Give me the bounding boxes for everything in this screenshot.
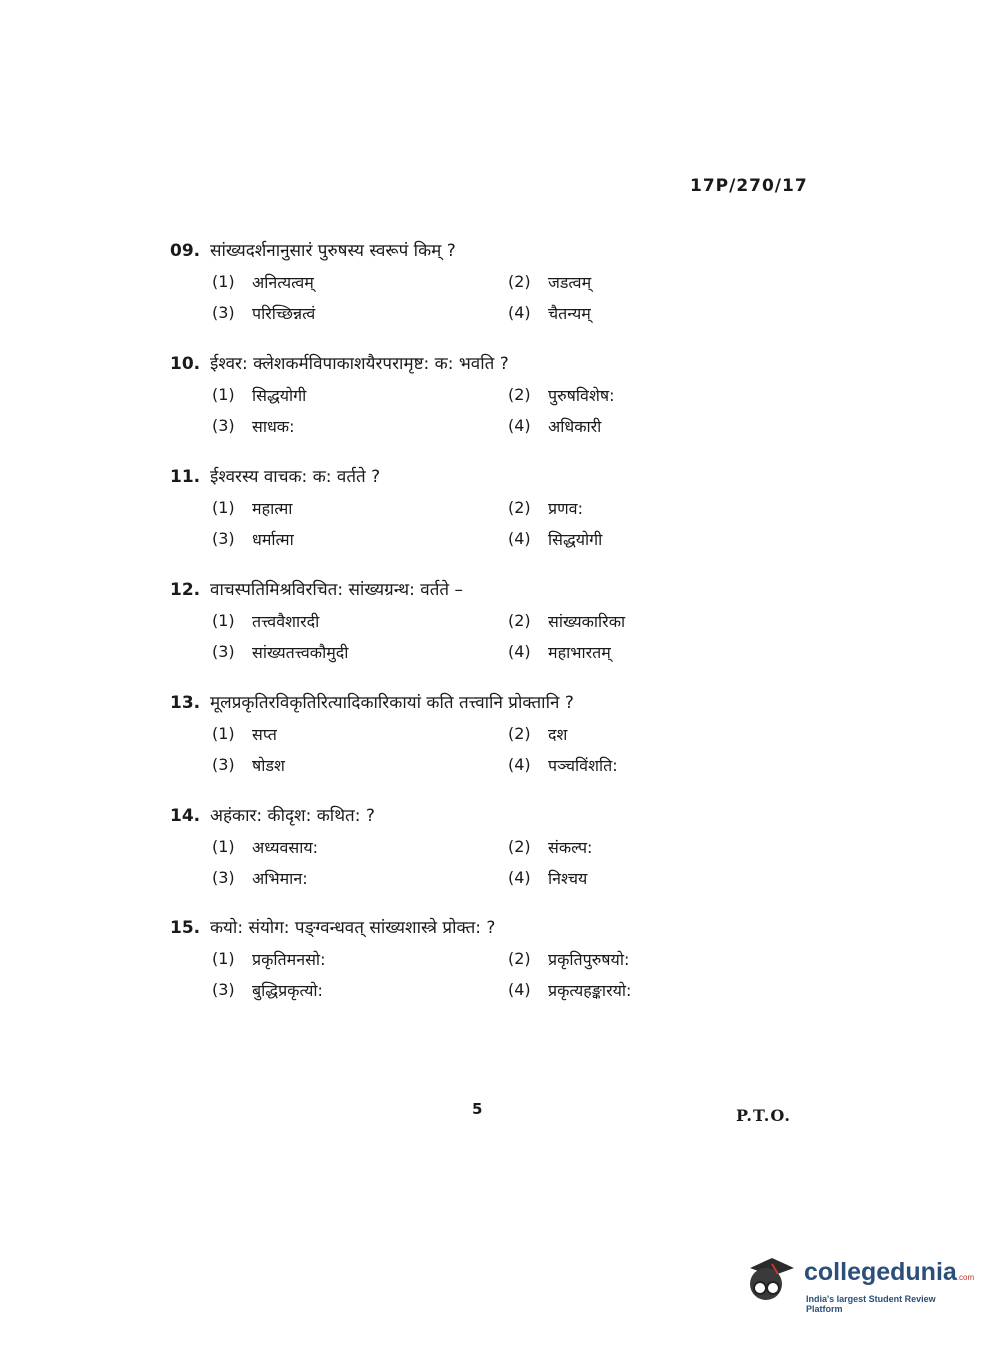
question-line: [170, 690, 730, 718]
option-text: तत्त्ववैशारदी: [252, 611, 320, 631]
option-number: (1): [212, 272, 235, 291]
option: [508, 979, 631, 1001]
option-text: अभिमान:: [252, 868, 308, 888]
option-number: (1): [212, 498, 235, 517]
question-text: अहंकार: कीदृश: कथित: ?: [210, 806, 375, 826]
question-number: 13.: [170, 693, 201, 713]
option-text: अनित्यत्वम्: [252, 272, 314, 292]
option-number: (2): [508, 611, 531, 630]
option: [212, 723, 277, 745]
option-row: [170, 492, 730, 523]
option-text: पुरुषविशेष:: [548, 385, 615, 405]
question-text: मूलप्रकृतिरविकृतिरित्यादिकारिकायां कति तत्त्वानि प्रोक्तानि ?: [210, 693, 574, 713]
option-row: [170, 862, 730, 893]
question-number: 12.: [170, 580, 201, 600]
option-text: धर्मात्मा: [252, 529, 294, 549]
question-line: [170, 803, 730, 831]
option-row: [170, 831, 730, 862]
option-text: जडत्वम्: [548, 272, 592, 292]
option-number: (4): [508, 416, 531, 435]
option: [508, 497, 583, 519]
option-number: (1): [212, 385, 235, 404]
option-text: सिद्धयोगी: [252, 385, 307, 405]
question: [170, 690, 730, 780]
option: [508, 641, 611, 663]
option-number: (4): [508, 755, 531, 774]
option-number: (3): [212, 529, 235, 548]
question-text: वाचस्पतिमिश्रविरचित: सांख्यग्रन्थ: वर्तते –: [210, 580, 464, 600]
question: [170, 464, 730, 554]
question: [170, 803, 730, 893]
option-number: (2): [508, 724, 531, 743]
option-text: अध्यवसाय:: [252, 837, 319, 857]
question-line: [170, 351, 730, 379]
option-number: (1): [212, 724, 235, 743]
option-number: (4): [508, 868, 531, 887]
option-number: (2): [508, 949, 531, 968]
option: [212, 610, 319, 632]
question: [170, 577, 730, 667]
option: [508, 302, 591, 324]
option-row: [170, 636, 730, 667]
option-number: (3): [212, 416, 235, 435]
option-text: प्रकृतिपुरुषयो:: [548, 949, 630, 969]
option: [508, 836, 592, 858]
option-row: [170, 943, 730, 974]
question: [170, 351, 730, 441]
option-text: चैतन्यम्: [548, 303, 591, 323]
option-row: [170, 266, 730, 297]
option: [212, 979, 323, 1001]
question-text: सांख्यदर्शनानुसारं पुरुषस्य स्वरूपं किम् ?: [210, 241, 456, 261]
option-text: निश्चय: [548, 868, 588, 888]
option: [508, 610, 625, 632]
option-number: (3): [212, 642, 235, 661]
option: [508, 384, 614, 406]
option: [212, 415, 294, 437]
option-number: (3): [212, 980, 235, 999]
question-line: [170, 577, 730, 605]
option: [508, 948, 629, 970]
question-line: [170, 238, 730, 266]
option: [212, 641, 348, 663]
pto-label: P.T.O.: [736, 1106, 791, 1125]
question-number: 09.: [170, 241, 201, 261]
question-number: 14.: [170, 806, 201, 826]
collegedunia-logo: [742, 1250, 975, 1320]
option-text: प्रणव:: [548, 498, 583, 518]
option-text: महाभारतम्: [548, 642, 611, 662]
option-row: [170, 718, 730, 749]
question-number: 11.: [170, 467, 201, 487]
question-line: [170, 915, 730, 943]
option-text: प्रकृतिमनसो:: [252, 949, 326, 969]
option-row: [170, 379, 730, 410]
option-number: (4): [508, 642, 531, 661]
option-text: परिच्छिन्नत्वं: [252, 303, 316, 323]
option-row: [170, 605, 730, 636]
option-number: (3): [212, 755, 235, 774]
option-row: [170, 749, 730, 780]
option-number: (2): [508, 385, 531, 404]
option-text: सांख्यतत्त्वकौमुदी: [252, 642, 349, 662]
option-text: साधक:: [252, 416, 295, 436]
question-text: ईश्वर: क्लेशकर्मविपाकाशयैरपरामृष्ट: क: भवति ?: [210, 354, 509, 374]
option-text: बुद्धिप्रकृत्यो:: [252, 980, 323, 1000]
option-text: महात्मा: [252, 498, 293, 518]
option: [508, 754, 618, 776]
option-number: (2): [508, 837, 531, 856]
option-text: सिद्धयोगी: [548, 529, 603, 549]
option: [508, 723, 567, 745]
option: [212, 528, 294, 550]
option-row: [170, 297, 730, 328]
logo-name-text: collegedunia: [804, 1258, 957, 1286]
question-text: ईश्वरस्य वाचक: क: वर्तते ?: [210, 467, 381, 487]
option-number: (2): [508, 272, 531, 291]
option-text: सप्त: [252, 724, 277, 744]
option: [212, 271, 314, 293]
logo-tagline: India's largest Student Review Platform: [806, 1294, 936, 1314]
option-text: संकल्प:: [548, 837, 593, 857]
question: [170, 238, 730, 328]
question-number: 10.: [170, 354, 201, 374]
paper-code: 17P/270/17: [690, 176, 808, 196]
option: [508, 528, 602, 550]
option: [508, 415, 601, 437]
option: [212, 836, 318, 858]
option-row: [170, 523, 730, 554]
option-number: (4): [508, 303, 531, 322]
option-row: [170, 410, 730, 441]
option-text: अधिकारी: [548, 416, 602, 436]
option: [212, 497, 292, 519]
option-number: (1): [212, 611, 235, 630]
option: [508, 271, 591, 293]
option-number: (4): [508, 529, 531, 548]
option-text: सांख्यकारिका: [548, 611, 626, 631]
option: [212, 948, 325, 970]
question-line: [170, 464, 730, 492]
question-number: 15.: [170, 918, 201, 938]
option-text: दश: [548, 724, 568, 744]
option-number: (2): [508, 498, 531, 517]
option-text: षोडश: [252, 755, 285, 775]
option-number: (3): [212, 303, 235, 322]
option-text: पञ्चविंशति:: [548, 755, 618, 775]
page-number: 5: [472, 1100, 483, 1118]
question: [170, 915, 730, 1005]
option-number: (4): [508, 980, 531, 999]
logo-wordmark: [804, 1258, 974, 1287]
option-number: (3): [212, 868, 235, 887]
option: [212, 302, 315, 324]
option-row: [170, 974, 730, 1005]
option: [212, 384, 306, 406]
option: [508, 867, 587, 889]
option-number: (1): [212, 837, 235, 856]
option-number: (1): [212, 949, 235, 968]
mascot-icon: [742, 1250, 800, 1308]
logo-com-text: .com: [956, 1273, 975, 1282]
option: [212, 754, 285, 776]
option: [212, 867, 308, 889]
option-text: प्रकृत्यहङ्कारयो:: [548, 980, 632, 1000]
question-text: कयो: संयोग: पङ्ग्वन्धवत् सांख्यशास्त्रे प्रोक्त: ?: [210, 918, 496, 938]
